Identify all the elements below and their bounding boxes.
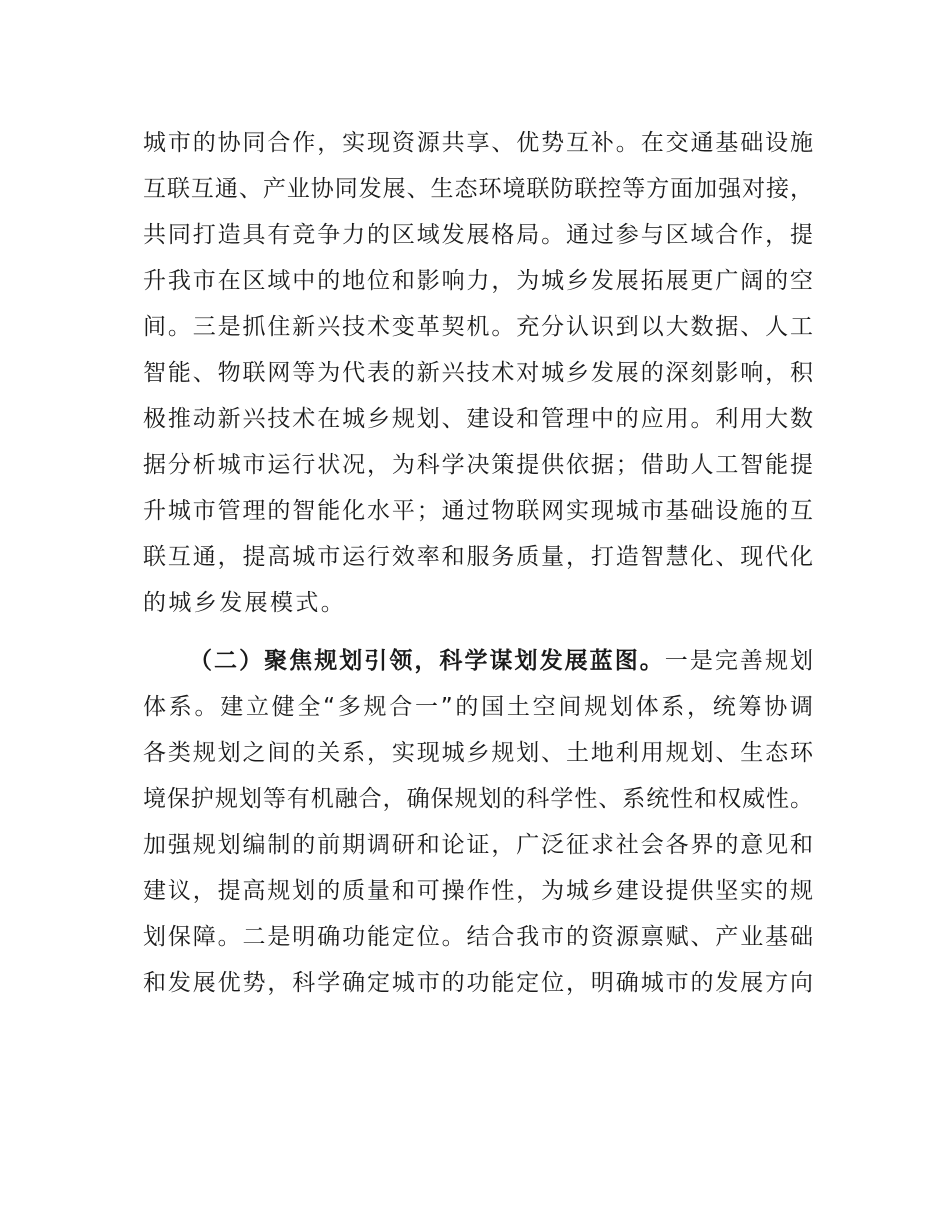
paragraph-line: 间。三是抓住新兴技术变革契机。充分认识到以大数据、人工	[143, 314, 813, 340]
paragraph-1	[143, 120, 813, 626]
paragraph-line: 极推动新兴技术在城乡规划、建设和管理中的应用。利用大数	[143, 406, 813, 432]
paragraph-line: 互联互通、产业协同发展、生态环境联防联控等方面加强对接，	[143, 176, 813, 202]
paragraph-line: 加强规划编制的前期调研和论证，广泛征求社会各界的意见和	[143, 832, 813, 858]
paragraph-line: 据分析城市运行状况，为科学决策提供依据；借助人工智能提	[143, 452, 813, 478]
paragraph-line: 联互通，提高城市运行效率和服务质量，打造智慧化、现代化	[143, 544, 813, 570]
paragraph-line: 体系。建立健全“多规合一”的国土空间规划体系，统筹协调	[143, 694, 813, 720]
paragraph-line: 的城乡发展模式。	[143, 590, 347, 616]
paragraph-first-line	[143, 638, 813, 684]
paragraph-line: 建议，提高规划的质量和可操作性，为城乡建设提供坚实的规	[143, 878, 813, 904]
paragraph-line: 智能、物联网等为代表的新兴技术对城乡发展的深刻影响，积	[143, 360, 813, 386]
paragraph-line: 划保障。二是明确功能定位。结合我市的资源禀赋、产业基础	[143, 924, 813, 950]
paragraph-line: 各类规划之间的关系，实现城乡规划、土地利用规划、生态环	[143, 740, 813, 766]
paragraph-line: 和发展优势，科学确定城市的功能定位，明确城市的发展方向	[143, 970, 813, 996]
paragraph-spacer	[143, 626, 813, 638]
paragraph-line: 境保护规划等有机融合，确保规划的科学性、系统性和权威性。	[143, 786, 813, 812]
paragraph-line: 共同打造具有竞争力的区域发展格局。通过参与区域合作，提	[143, 222, 813, 248]
paragraph-2	[143, 638, 813, 1006]
paragraph-line: 升城市管理的智能化水平；通过物联网实现城市基础设施的互	[143, 498, 813, 524]
document-body	[143, 120, 813, 1006]
paragraph-line: 城市的协同合作，实现资源共享、优势互补。在交通基础设施	[143, 130, 813, 156]
paragraph-first-line-text: 一是完善规划	[664, 648, 814, 674]
paragraph-line: 升我市在区域中的地位和影响力，为城乡发展拓展更广阔的空	[143, 268, 813, 294]
section-heading: （二）聚焦规划引领，科学谋划发展蓝图。	[189, 648, 665, 674]
